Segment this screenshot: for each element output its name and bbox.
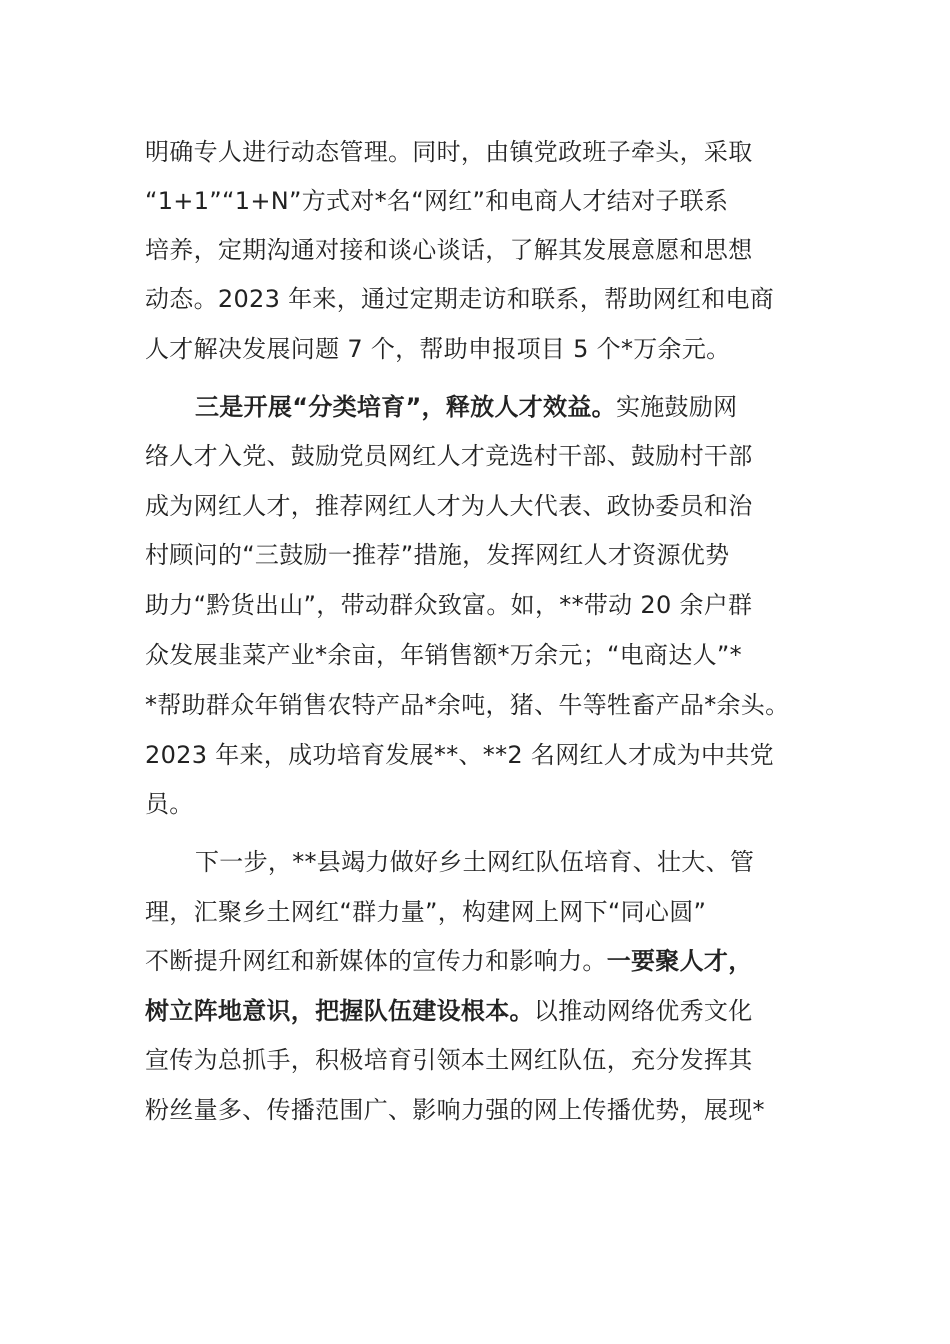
text: *帮助群众年销售农特产品*余吨，猪、牛等牲畜产品*余头。: [145, 691, 790, 719]
text-line: [145, 941, 753, 981]
text: 实施鼓励网: [615, 393, 738, 421]
text: 粉丝量多、传播范围广、影响力强的网上传播优势，展现*: [145, 1096, 765, 1124]
text-line: [145, 436, 753, 476]
text-line: [145, 486, 753, 526]
text-line: [145, 132, 753, 172]
text: 宣传为总抓手，积极培育引领本土网红队伍，充分发挥其: [145, 1046, 753, 1074]
text: 培养，定期沟通对接和谈心谈话，了解其发展意愿和思想: [145, 236, 753, 264]
text-line: [145, 892, 706, 932]
text: “1+1”“1+N”方式对*名“网红”和电商人才结对子联系: [145, 187, 729, 215]
text-line: [145, 230, 753, 270]
text: 动态。2023 年来，通过定期走访和联系，帮助网红和电商: [145, 285, 775, 313]
text: 明确专人进行动态管理。同时，由镇党政班子牵头，采取: [145, 138, 753, 166]
text-line: [195, 842, 754, 882]
text-line: [195, 387, 737, 427]
text-line: [145, 735, 774, 775]
text: 成为网红人才，推荐网红人才为人大代表、政协委员和治: [145, 492, 753, 520]
text-line: [145, 685, 789, 725]
text: 员。: [145, 790, 194, 818]
text-line: [145, 1090, 765, 1130]
text: 下一步，**县竭力做好乡土网红队伍培育、壮大、管: [195, 848, 755, 876]
text: 以推动网络优秀文化: [533, 997, 753, 1025]
text-line: [145, 635, 742, 675]
text-line: [145, 535, 729, 575]
text: 2023 年来，成功培育发展**、**2 名网红人才成为中共党: [145, 741, 774, 769]
text: 助力“黔货出山”，带动群众致富。如，**带动 20 余户群: [145, 591, 753, 619]
text-line: [145, 585, 752, 625]
bold-heading: 树立阵地意识，把握队伍建设根本。: [145, 997, 534, 1025]
text-line: [145, 181, 728, 221]
text: 理，汇聚乡土网红“群力量”，构建网上网下“同心圆”: [145, 898, 707, 926]
text-line: [145, 1040, 753, 1080]
text: 络人才入党、鼓励党员网红人才竞选村干部、鼓励村干部: [145, 442, 753, 470]
bold-heading: 三是开展“分类培育”，释放人才效益。: [195, 393, 616, 421]
text: 村顾问的“三鼓励一推荐”措施，发挥网红人才资源优势: [145, 541, 730, 569]
text: 众发展韭菜产业*余亩，年销售额*万余元；“电商达人”*: [145, 641, 742, 669]
text-line: [145, 991, 753, 1031]
text: 不断提升网红和新媒体的宣传力和影响力。: [145, 947, 607, 975]
bold-heading: 一要聚人才，: [606, 947, 753, 975]
text-line: [145, 784, 194, 824]
text-line: [145, 329, 730, 369]
text-line: [145, 279, 774, 319]
text: 人才解决发展问题 7 个，帮助申报项目 5 个*万余元。: [145, 335, 731, 363]
